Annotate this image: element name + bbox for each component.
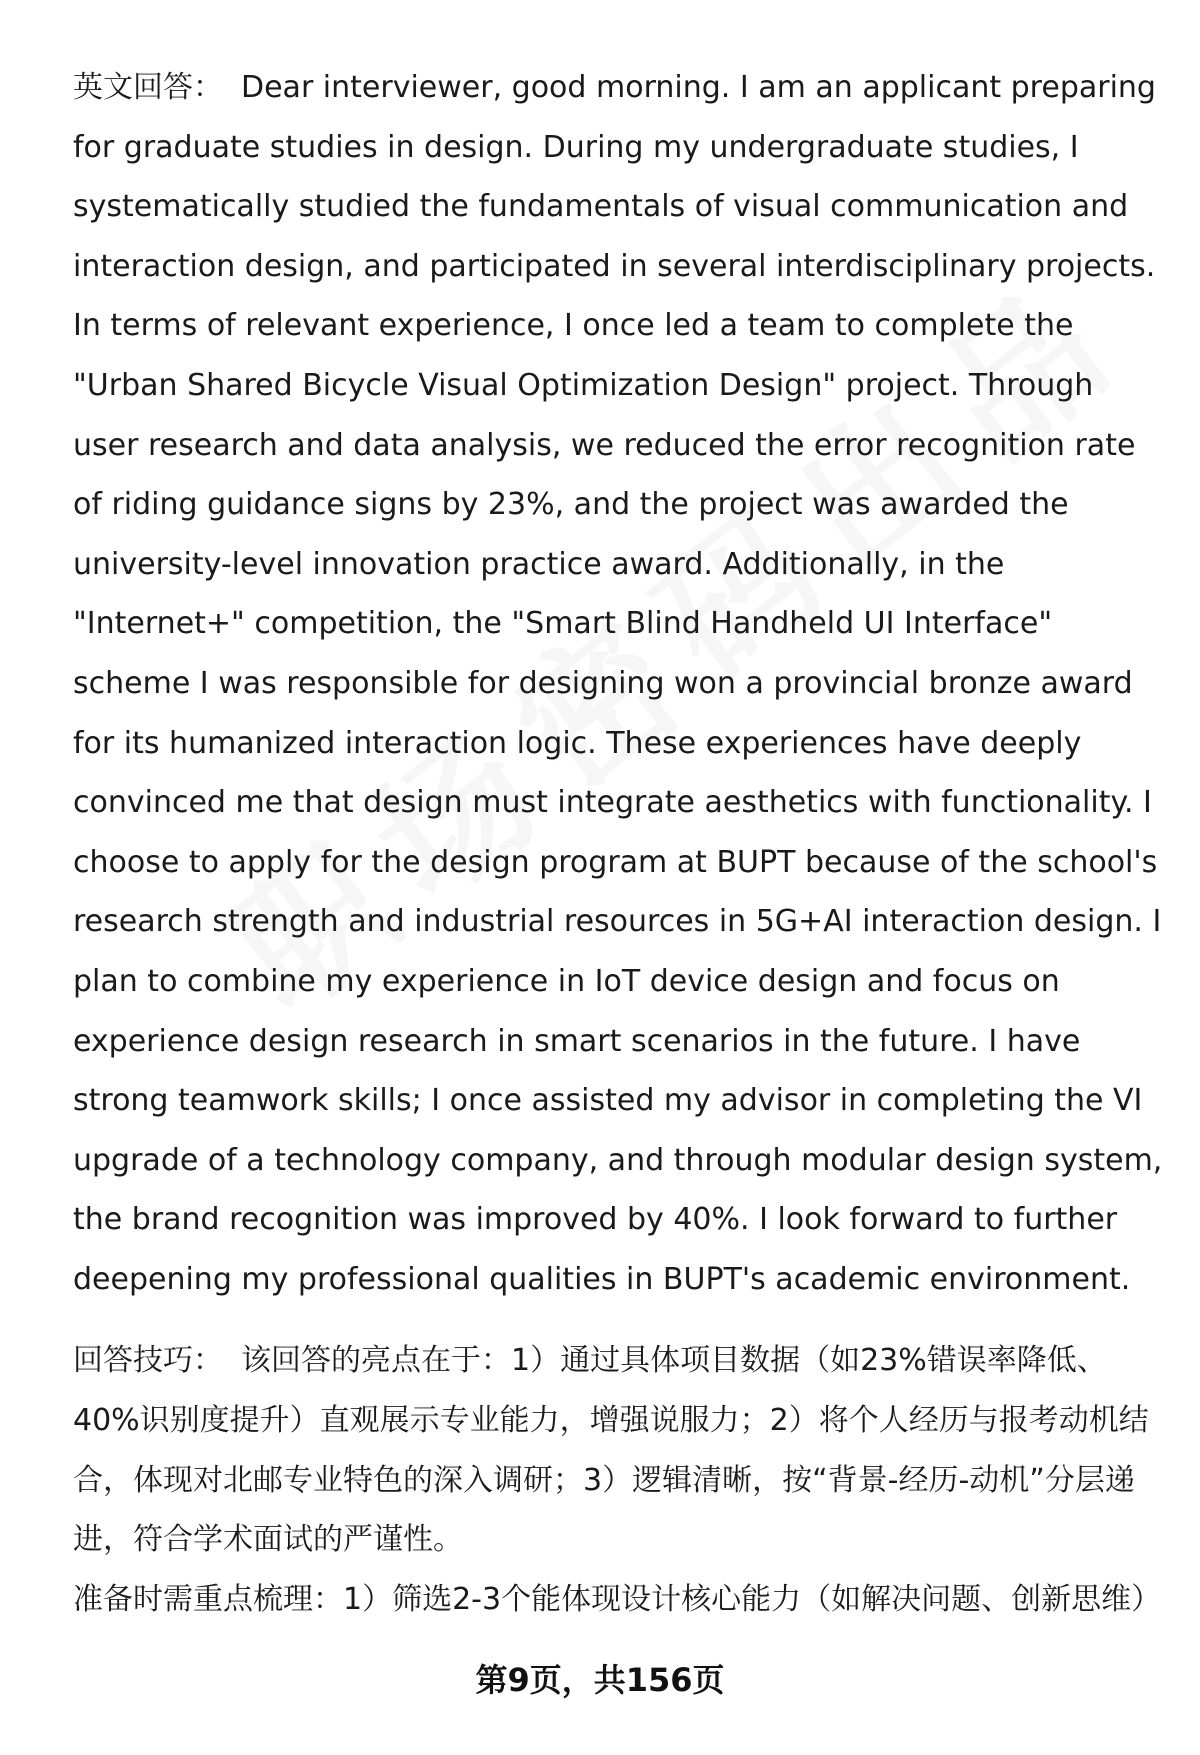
prep-points-paragraph <box>73 1570 1163 1630</box>
prep-points-label: 准备时需重点梳理： <box>73 1581 343 1617</box>
answer-tips-paragraph <box>73 1331 1163 1569</box>
english-answer-text: Dear interviewer, good morning. I am an applicant preparing for graduate studies in design. During my undergraduate studies, I systematically studied the fundamentals of visual communication and interaction design, and participated in several interdisciplinary projects. In terms of relevant experience, I once led a team to complete the "Urban Shared Bicycle Visual Optimization Design" project. Through user research and data analysis, we reduced the error recognition rate of riding guidance signs by 23%, and the project was awarded the university-level innovation practice award. Additionally, in the "Internet+" competition, the "Smart Blind Handheld UI Interface" scheme I was responsible for designing won a provincial bronze award for its humanized interaction logic. These experiences have deeply convinced me that design must integrate aesthetics with functionality. I choose to apply for the design program at BUPT because of the school's research strength and industrial resources in 5G+AI interaction design. I plan to combine my experience in IoT device design and focus on experience design research in smart scenarios in the future. I have strong teamwork skills; I once assisted my advisor in completing the VI upgrade of a technology company, and through modular design system, the brand recognition was improved by 40%. I look forward to further deepening my professional qualities in BUPT's academic environment. <box>73 70 1163 1297</box>
english-answer-paragraph <box>73 58 1163 1309</box>
english-answer-label: 英文回答： <box>73 70 223 105</box>
page-content <box>73 58 1163 1629</box>
answer-tips-text: 该回答的亮点在于：1）通过具体项目数据（如23%错误率降低、40%识别度提升）直观展示专业能力，增强说服力；2）将个人经历与报考动机结合，体现对北邮专业特色的深入调研；3）逻辑清晰，按“背景-经历-动机”分层递进，符合学术面试的严谨性。 <box>73 1343 1149 1558</box>
answer-tips-label: 回答技巧： <box>73 1343 223 1379</box>
prep-points-text: 1）筛选2-3个能体现设计核心能力（如解决问题、创新思维） <box>343 1581 1162 1617</box>
page-number: 第9页，共156页 <box>475 1661 725 1699</box>
